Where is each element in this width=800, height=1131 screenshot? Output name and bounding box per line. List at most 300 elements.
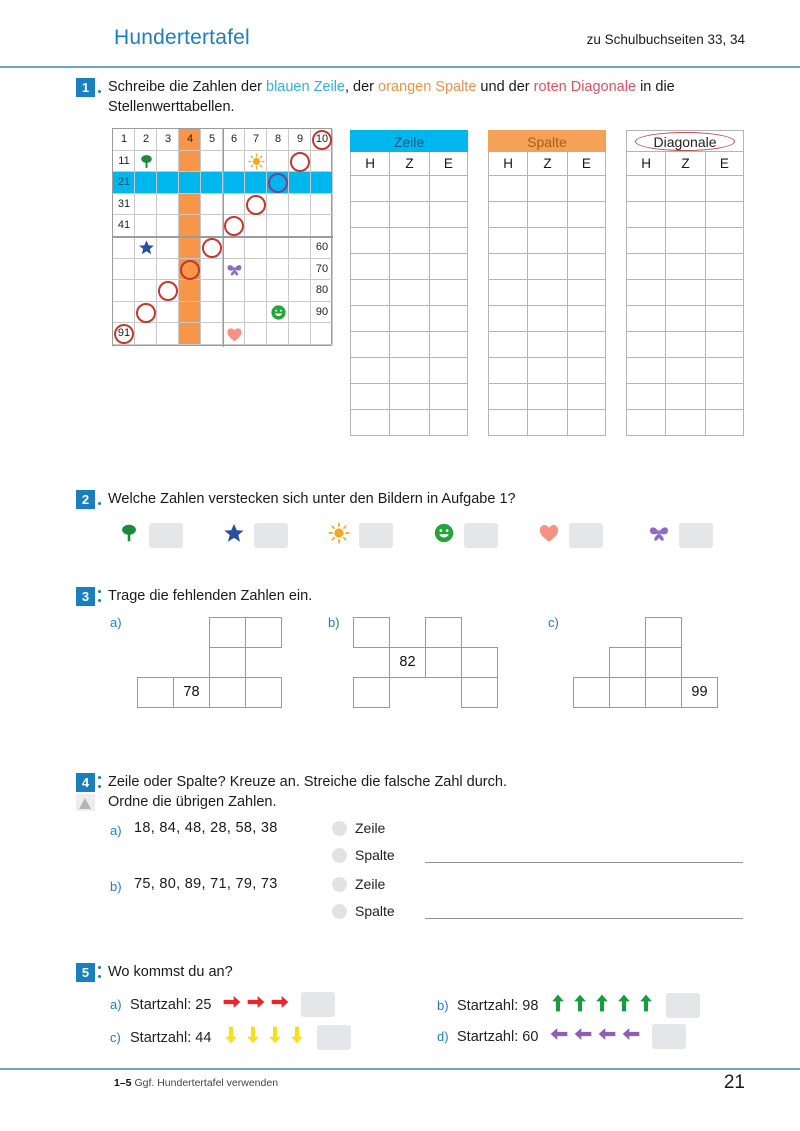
place-value-table-spalte[interactable] bbox=[488, 130, 606, 436]
grid-cell-89[interactable] bbox=[289, 302, 311, 324]
grid-cell-48[interactable] bbox=[267, 215, 289, 237]
puzzle-cell-empty[interactable] bbox=[461, 677, 498, 708]
puzzle-cell-empty[interactable] bbox=[461, 647, 498, 678]
answer-cell-h[interactable] bbox=[350, 176, 389, 202]
grid-cell-94[interactable] bbox=[179, 323, 201, 345]
table-row bbox=[626, 254, 744, 280]
grid-cell-23[interactable] bbox=[157, 172, 179, 194]
butterfly-icon bbox=[648, 522, 670, 549]
task-5-item-label: b) bbox=[437, 998, 449, 1013]
heart-icon bbox=[223, 323, 245, 345]
task-1-text-part-4: und der bbox=[476, 79, 534, 95]
grid-cell-22[interactable] bbox=[135, 172, 157, 194]
grid-label-8: 8 bbox=[274, 133, 282, 145]
answer-cell-z[interactable] bbox=[665, 228, 704, 254]
schoolbook-reference: zu Schulbuchseiten 33, 34 bbox=[586, 32, 745, 47]
grid-cell-86[interactable] bbox=[223, 302, 245, 324]
answer-cell-e[interactable] bbox=[567, 228, 606, 254]
grid-cell-69[interactable] bbox=[289, 259, 311, 281]
grid-cell-47[interactable] bbox=[245, 215, 267, 237]
arrow-up-icon bbox=[592, 992, 612, 1019]
table-row bbox=[350, 306, 468, 332]
hundred-square-grid[interactable] bbox=[112, 128, 332, 346]
diagonal-circle-82 bbox=[136, 303, 156, 323]
answer-cell-h[interactable] bbox=[626, 280, 665, 306]
puzzle-cell-filled[interactable]: 78 bbox=[173, 677, 210, 708]
task-5-item-c bbox=[110, 1024, 351, 1051]
grid-cell-18[interactable] bbox=[267, 151, 289, 173]
diagonal-circle-55 bbox=[202, 238, 222, 258]
task-4-option-spalte[interactable] bbox=[332, 847, 395, 863]
puzzle-cell-empty[interactable] bbox=[209, 677, 246, 708]
grid-label-6: 6 bbox=[230, 133, 238, 145]
answer-cell-e[interactable] bbox=[429, 332, 468, 358]
star-icon bbox=[135, 237, 157, 259]
grid-label-7: 7 bbox=[252, 133, 260, 145]
grid-cell-38[interactable] bbox=[267, 194, 289, 216]
grid-cell-61[interactable] bbox=[113, 259, 135, 281]
answer-cell-z[interactable] bbox=[665, 306, 704, 332]
grid-cell-44[interactable] bbox=[179, 215, 201, 237]
answer-cell-e[interactable] bbox=[429, 306, 468, 332]
task-1-text-part-3: orangen Spalte bbox=[378, 79, 477, 95]
answer-cell-e[interactable] bbox=[429, 358, 468, 384]
puzzle-cell-empty[interactable] bbox=[645, 677, 682, 708]
grid-cell-57[interactable] bbox=[245, 237, 267, 259]
task-4-number: 4 bbox=[76, 773, 95, 792]
footer-divider bbox=[0, 1068, 800, 1070]
grid-cell-24[interactable] bbox=[179, 172, 201, 194]
grid-label-10: 10 bbox=[315, 133, 329, 145]
grid-cell-56[interactable] bbox=[223, 237, 245, 259]
task-2-item bbox=[433, 522, 498, 549]
grid-label-11: 11 bbox=[118, 154, 130, 167]
grid-cell-35[interactable] bbox=[201, 194, 223, 216]
grid-label-31: 31 bbox=[117, 197, 131, 210]
answer-cell-h[interactable] bbox=[626, 384, 665, 410]
answer-cell-z[interactable] bbox=[527, 332, 566, 358]
grid-cell-63[interactable] bbox=[157, 259, 179, 281]
grid-label-80: 80 bbox=[315, 284, 329, 297]
answer-cell-z[interactable] bbox=[389, 332, 428, 358]
puzzle-cell-empty[interactable] bbox=[425, 617, 462, 648]
grid-cell-43[interactable] bbox=[157, 215, 179, 237]
answer-cell-e[interactable] bbox=[567, 410, 606, 436]
puzzle-cell-empty[interactable] bbox=[645, 647, 682, 678]
answer-cell-e[interactable] bbox=[429, 228, 468, 254]
answer-cell-z[interactable] bbox=[527, 280, 566, 306]
grid-label-91: 91 bbox=[117, 327, 131, 340]
answer-cell-z[interactable] bbox=[527, 358, 566, 384]
answer-cell-z[interactable] bbox=[389, 280, 428, 306]
grid-cell-32[interactable] bbox=[135, 194, 157, 216]
answer-box-butterfly[interactable] bbox=[679, 523, 713, 548]
task-5-item-a bbox=[110, 992, 335, 1017]
answer-cell-z[interactable] bbox=[389, 176, 428, 202]
page-title: Hundertertafel bbox=[114, 26, 250, 49]
puzzle-cell-filled[interactable]: 82 bbox=[389, 647, 426, 678]
grid-cell-27[interactable] bbox=[245, 172, 267, 194]
answer-cell-e[interactable] bbox=[705, 202, 744, 228]
table-row bbox=[626, 202, 744, 228]
puzzle-cell-empty[interactable] bbox=[425, 647, 462, 678]
grid-label-90: 90 bbox=[315, 305, 329, 318]
answer-cell-h[interactable] bbox=[488, 358, 527, 384]
table-row bbox=[626, 228, 744, 254]
answer-cell-h[interactable] bbox=[626, 176, 665, 202]
answer-cell-h[interactable] bbox=[626, 358, 665, 384]
grid-cell-78[interactable] bbox=[267, 280, 289, 302]
diagonal-circle-64 bbox=[180, 260, 200, 280]
grid-cell-13[interactable] bbox=[157, 151, 179, 173]
answer-cell-e[interactable] bbox=[429, 202, 468, 228]
place-value-table-diagonale[interactable] bbox=[626, 130, 744, 436]
grid-cell-42[interactable] bbox=[135, 215, 157, 237]
task-5-answer-box[interactable] bbox=[317, 1025, 351, 1050]
grid-cell-62[interactable] bbox=[135, 259, 157, 281]
answer-cell-z[interactable] bbox=[389, 202, 428, 228]
answer-cell-z[interactable] bbox=[665, 176, 704, 202]
arrow-left-icon bbox=[620, 1024, 642, 1049]
puzzle-cell-empty[interactable] bbox=[245, 617, 282, 648]
grid-cell-25[interactable] bbox=[201, 172, 223, 194]
answer-cell-z[interactable] bbox=[665, 410, 704, 436]
answer-cell-z[interactable] bbox=[527, 410, 566, 436]
task-3-instruction: Trage die fehlenden Zahlen ein. bbox=[108, 588, 313, 604]
option-label: Zeile bbox=[355, 876, 386, 892]
grid-cell-85[interactable] bbox=[201, 302, 223, 324]
answer-cell-h[interactable] bbox=[350, 228, 389, 254]
task-1-text-part-0: Schreibe die Zahlen der bbox=[108, 79, 266, 95]
task-5-answer-box[interactable] bbox=[666, 993, 700, 1018]
footer-note bbox=[114, 1077, 278, 1089]
grid-cell-58[interactable] bbox=[267, 237, 289, 259]
arrow-down-icon bbox=[265, 1024, 285, 1051]
answer-cell-e[interactable] bbox=[567, 176, 606, 202]
answer-cell-e[interactable] bbox=[429, 176, 468, 202]
grid-cell-51[interactable] bbox=[113, 237, 135, 259]
grid-cell-30[interactable] bbox=[311, 172, 333, 194]
answer-cell-e[interactable] bbox=[567, 332, 606, 358]
answer-cell-h[interactable] bbox=[350, 254, 389, 280]
task-2-item bbox=[648, 522, 713, 549]
table-title-text: Diagonale bbox=[653, 134, 717, 150]
grid-cell-97[interactable] bbox=[245, 323, 267, 345]
puzzle-cell-empty[interactable] bbox=[245, 677, 282, 708]
answer-cell-z[interactable] bbox=[665, 280, 704, 306]
arrow-right-group bbox=[221, 992, 291, 1017]
grid-cell-95[interactable] bbox=[201, 323, 223, 345]
grid-cell-71[interactable] bbox=[113, 280, 135, 302]
grid-cell-83[interactable] bbox=[157, 302, 179, 324]
grid-cell-99[interactable] bbox=[289, 323, 311, 345]
answer-cell-h[interactable] bbox=[488, 384, 527, 410]
puzzle-cell-empty[interactable] bbox=[645, 617, 682, 648]
answer-cell-e[interactable] bbox=[429, 280, 468, 306]
answer-cell-z[interactable] bbox=[527, 228, 566, 254]
answer-cell-h[interactable] bbox=[488, 280, 527, 306]
answer-cell-z[interactable] bbox=[665, 202, 704, 228]
table-row bbox=[350, 254, 468, 280]
table-column-headers bbox=[488, 152, 606, 176]
grid-cell-77[interactable] bbox=[245, 280, 267, 302]
grid-cell-87[interactable] bbox=[245, 302, 267, 324]
grid-cell-33[interactable] bbox=[157, 194, 179, 216]
answer-cell-h[interactable] bbox=[488, 306, 527, 332]
task-4-option-zeile[interactable] bbox=[332, 876, 385, 892]
column-header-Z: Z bbox=[665, 152, 704, 176]
answer-cell-h[interactable] bbox=[350, 384, 389, 410]
column-header-Z: Z bbox=[389, 152, 428, 176]
answer-box-smiley[interactable] bbox=[464, 523, 498, 548]
answer-cell-h[interactable] bbox=[626, 306, 665, 332]
answer-box-heart[interactable] bbox=[569, 523, 603, 548]
task-4-item-label: a) bbox=[110, 823, 122, 838]
grid-cell-67[interactable] bbox=[245, 259, 267, 281]
grid-cell-15[interactable] bbox=[201, 151, 223, 173]
arrow-right-icon bbox=[221, 992, 243, 1017]
grid-label-3: 3 bbox=[164, 133, 172, 145]
answer-cell-e[interactable] bbox=[705, 384, 744, 410]
answer-cell-e[interactable] bbox=[705, 358, 744, 384]
puzzle-cell-filled[interactable]: 99 bbox=[681, 677, 718, 708]
task-3-dot-bottom bbox=[98, 599, 101, 602]
answer-cell-e[interactable] bbox=[705, 254, 744, 280]
puzzle-cell-empty[interactable] bbox=[573, 677, 610, 708]
answer-cell-e[interactable] bbox=[705, 280, 744, 306]
puzzle-cell-empty[interactable] bbox=[609, 647, 646, 678]
star-icon bbox=[223, 522, 245, 549]
diagonal-circle-37 bbox=[246, 195, 266, 215]
task-1-text-part-2: , der bbox=[345, 79, 379, 95]
grid-cell-36[interactable] bbox=[223, 194, 245, 216]
answer-cell-h[interactable] bbox=[488, 410, 527, 436]
task-3-part-label: a) bbox=[110, 615, 122, 630]
answer-cell-e[interactable] bbox=[429, 384, 468, 410]
grid-cell-98[interactable] bbox=[267, 323, 289, 345]
grid-cell-50[interactable] bbox=[311, 215, 333, 237]
task-4-option-spalte[interactable] bbox=[332, 903, 395, 919]
grid-cell-39[interactable] bbox=[289, 194, 311, 216]
task-5-dot-bottom bbox=[98, 975, 101, 978]
answer-cell-e[interactable] bbox=[429, 254, 468, 280]
puzzle-cell-empty[interactable] bbox=[209, 617, 246, 648]
grid-label-41: 41 bbox=[117, 219, 131, 232]
table-row bbox=[350, 176, 468, 202]
grid-cell-16[interactable] bbox=[223, 151, 245, 173]
radio-button-icon[interactable] bbox=[332, 848, 347, 863]
answer-cell-h[interactable] bbox=[488, 228, 527, 254]
answer-cell-h[interactable] bbox=[488, 254, 527, 280]
task-5-dot-top bbox=[98, 966, 101, 969]
answer-cell-z[interactable] bbox=[389, 410, 428, 436]
task-5-start-number: Startzahl: 98 bbox=[457, 997, 539, 1014]
task-4-answer-line[interactable] bbox=[425, 862, 743, 863]
answer-cell-h[interactable] bbox=[350, 280, 389, 306]
grid-cell-84[interactable] bbox=[179, 302, 201, 324]
arrow-down-icon bbox=[287, 1024, 307, 1051]
answer-cell-h[interactable] bbox=[626, 202, 665, 228]
grid-cell-65[interactable] bbox=[201, 259, 223, 281]
task-5-number: 5 bbox=[76, 963, 95, 982]
answer-cell-h[interactable] bbox=[350, 306, 389, 332]
answer-cell-h[interactable] bbox=[626, 332, 665, 358]
grid-cell-100[interactable] bbox=[311, 323, 333, 345]
grid-cell-29[interactable] bbox=[289, 172, 311, 194]
answer-cell-z[interactable] bbox=[665, 254, 704, 280]
smiley-icon bbox=[433, 522, 455, 549]
task-5-start-number: Startzahl: 60 bbox=[457, 1028, 539, 1045]
grid-vertical-divider bbox=[223, 129, 225, 347]
answer-cell-h[interactable] bbox=[488, 332, 527, 358]
answer-cell-e[interactable] bbox=[567, 280, 606, 306]
table-row bbox=[626, 384, 744, 410]
table-row bbox=[488, 280, 606, 306]
radio-button-icon[interactable] bbox=[332, 904, 347, 919]
grid-cell-20[interactable] bbox=[311, 151, 333, 173]
task-2-dot bbox=[98, 502, 101, 505]
answer-cell-z[interactable] bbox=[389, 228, 428, 254]
answer-cell-e[interactable] bbox=[567, 358, 606, 384]
answer-cell-z[interactable] bbox=[527, 176, 566, 202]
task-5-answer-box[interactable] bbox=[652, 1024, 686, 1049]
answer-cell-e[interactable] bbox=[567, 384, 606, 410]
task-2-number: 2 bbox=[76, 490, 95, 509]
sun-icon bbox=[245, 151, 267, 173]
answer-box-tree[interactable] bbox=[149, 523, 183, 548]
arrow-up-icon bbox=[548, 992, 568, 1019]
answer-cell-h[interactable] bbox=[626, 228, 665, 254]
grid-cell-26[interactable] bbox=[223, 172, 245, 194]
task-5-item-d bbox=[437, 1024, 686, 1049]
arrow-up-group bbox=[548, 992, 656, 1019]
answer-cell-z[interactable] bbox=[527, 306, 566, 332]
table-row bbox=[626, 280, 744, 306]
answer-cell-z[interactable] bbox=[665, 332, 704, 358]
answer-cell-e[interactable] bbox=[429, 410, 468, 436]
grid-horizontal-divider bbox=[113, 236, 333, 238]
answer-cell-z[interactable] bbox=[527, 384, 566, 410]
diagonal-circle-10 bbox=[312, 130, 332, 150]
task-3-part-label: b) bbox=[328, 615, 340, 630]
answer-cell-e[interactable] bbox=[705, 306, 744, 332]
arrow-left-icon bbox=[572, 1024, 594, 1049]
grid-cell-54[interactable] bbox=[179, 237, 201, 259]
answer-cell-h[interactable] bbox=[488, 202, 527, 228]
grid-label-2: 2 bbox=[142, 133, 150, 145]
grid-cell-40[interactable] bbox=[311, 194, 333, 216]
table-column-headers bbox=[626, 152, 744, 176]
grid-cell-72[interactable] bbox=[135, 280, 157, 302]
arrow-down-icon bbox=[243, 1024, 263, 1051]
task-1-dot bbox=[98, 90, 101, 93]
arrow-down-icon bbox=[221, 1024, 241, 1051]
grid-cell-68[interactable] bbox=[267, 259, 289, 281]
grid-cell-45[interactable] bbox=[201, 215, 223, 237]
answer-cell-z[interactable] bbox=[527, 254, 566, 280]
puzzle-cell-empty[interactable] bbox=[353, 617, 390, 648]
answer-cell-e[interactable] bbox=[567, 202, 606, 228]
grid-cell-76[interactable] bbox=[223, 280, 245, 302]
radio-button-icon[interactable] bbox=[332, 821, 347, 836]
sun-icon bbox=[328, 522, 350, 549]
grid-cell-81[interactable] bbox=[113, 302, 135, 324]
answer-box-sun[interactable] bbox=[359, 523, 393, 548]
answer-cell-z[interactable] bbox=[389, 306, 428, 332]
radio-button-icon[interactable] bbox=[332, 877, 347, 892]
answer-cell-h[interactable] bbox=[350, 410, 389, 436]
table-row bbox=[626, 332, 744, 358]
table-row bbox=[626, 358, 744, 384]
answer-cell-e[interactable] bbox=[567, 254, 606, 280]
task-4-number-list[interactable]: 18, 84, 48, 28, 58, 38 bbox=[134, 820, 278, 836]
task-4-option-zeile[interactable] bbox=[332, 820, 385, 836]
answer-cell-z[interactable] bbox=[665, 384, 704, 410]
grid-cell-92[interactable] bbox=[135, 323, 157, 345]
grid-cell-34[interactable] bbox=[179, 194, 201, 216]
answer-cell-e[interactable] bbox=[567, 306, 606, 332]
grid-cell-59[interactable] bbox=[289, 237, 311, 259]
answer-box-star[interactable] bbox=[254, 523, 288, 548]
grid-cell-74[interactable] bbox=[179, 280, 201, 302]
grid-cell-93[interactable] bbox=[157, 323, 179, 345]
table-row bbox=[488, 306, 606, 332]
task-5-answer-box[interactable] bbox=[301, 992, 335, 1017]
place-value-table-zeile[interactable] bbox=[350, 130, 468, 436]
answer-cell-h[interactable] bbox=[626, 254, 665, 280]
task-4-line-1: Zeile oder Spalte? Kreuze an. Streiche die falsche Zahl durch. bbox=[108, 774, 507, 790]
answer-cell-h[interactable] bbox=[350, 332, 389, 358]
answer-cell-h[interactable] bbox=[626, 410, 665, 436]
puzzle-cell-empty[interactable] bbox=[609, 677, 646, 708]
footer-note-range: 1–5 bbox=[114, 1077, 132, 1089]
answer-cell-z[interactable] bbox=[665, 358, 704, 384]
grid-cell-49[interactable] bbox=[289, 215, 311, 237]
grid-cell-14[interactable] bbox=[179, 151, 201, 173]
task-2-item bbox=[538, 522, 603, 549]
task-3-number: 3 bbox=[76, 587, 95, 606]
task-2-item bbox=[328, 522, 393, 549]
puzzle-cell-empty[interactable] bbox=[353, 677, 390, 708]
task-4-number-list[interactable]: 75, 80, 89, 71, 79, 73 bbox=[134, 876, 278, 892]
answer-cell-z[interactable] bbox=[389, 358, 428, 384]
answer-cell-z[interactable] bbox=[389, 384, 428, 410]
table-row bbox=[350, 332, 468, 358]
answer-cell-e[interactable] bbox=[705, 228, 744, 254]
grid-label-9: 9 bbox=[296, 133, 304, 145]
grid-cell-53[interactable] bbox=[157, 237, 179, 259]
answer-cell-z[interactable] bbox=[527, 202, 566, 228]
answer-cell-h[interactable] bbox=[350, 202, 389, 228]
puzzle-cell-empty[interactable] bbox=[137, 677, 174, 708]
puzzle-cell-empty[interactable] bbox=[209, 647, 246, 678]
answer-cell-h[interactable] bbox=[350, 358, 389, 384]
answer-cell-e[interactable] bbox=[705, 332, 744, 358]
answer-cell-z[interactable] bbox=[389, 254, 428, 280]
arrow-left-icon bbox=[596, 1024, 618, 1049]
task-1-text-part-6: in die Stellenwerttabellen. bbox=[108, 79, 675, 115]
butterfly-icon bbox=[223, 259, 245, 281]
answer-cell-e[interactable] bbox=[705, 410, 744, 436]
table-header-diagonale bbox=[626, 130, 744, 152]
task-1-text-part-5: roten Diagonale bbox=[533, 79, 637, 95]
grid-label-21: 21 bbox=[117, 176, 131, 189]
answer-cell-h[interactable] bbox=[488, 176, 527, 202]
task-4-answer-line[interactable] bbox=[425, 918, 743, 919]
grid-cell-79[interactable] bbox=[289, 280, 311, 302]
grid-cell-75[interactable] bbox=[201, 280, 223, 302]
answer-cell-e[interactable] bbox=[705, 176, 744, 202]
